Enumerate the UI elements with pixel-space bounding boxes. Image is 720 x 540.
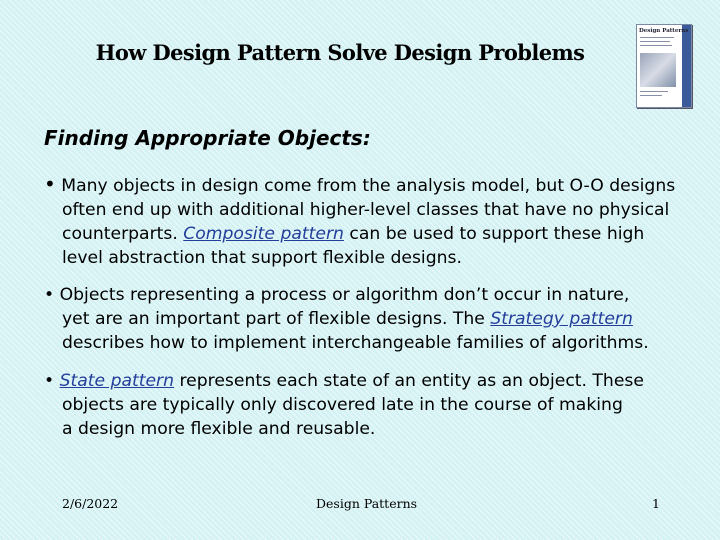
text-line: Objects representing a process or algorithm don’t occur in nature,	[59, 285, 630, 305]
text-segment: can be used to support these high	[343, 224, 645, 244]
text-line	[44, 307, 704, 331]
page-number: 1	[652, 496, 660, 511]
bullet-icon: •	[44, 371, 55, 391]
book-cover-line	[640, 45, 672, 46]
book-spine	[682, 25, 691, 107]
strategy-pattern-link[interactable]: Strategy pattern	[490, 309, 633, 329]
footer-title: Design Patterns	[316, 496, 418, 511]
text-line: a design more flexible and reusable.	[62, 419, 376, 439]
text-line: describes how to implement interchangeable families of algorithms.	[62, 333, 649, 353]
text-line: often end up with additional higher-level classes that have no physical	[62, 200, 670, 220]
text-segment: represents each state of an entity as an object. These	[174, 371, 644, 391]
bullet-icon: •	[44, 172, 56, 196]
book-cover-line	[640, 91, 668, 92]
composite-pattern-link[interactable]: Composite pattern	[183, 224, 344, 244]
text-line: objects are typically only discovered late in the course of making	[62, 395, 623, 415]
text-segment: yet are an important part of flexible designs. The	[62, 309, 491, 329]
subheading: Finding Appropriate Objects:	[44, 126, 371, 150]
text-line	[44, 283, 704, 307]
state-pattern-link[interactable]: State pattern	[59, 371, 175, 391]
bullet-paragraph	[44, 283, 704, 355]
bullet-icon: •	[44, 285, 55, 305]
book-cover-title: Design Patterns	[639, 28, 689, 34]
book-cover-line	[640, 41, 670, 42]
bullet-paragraph	[44, 369, 704, 441]
text-line: level abstraction that support flexible designs.	[62, 248, 462, 268]
bullet-paragraph	[44, 172, 704, 270]
book-cover-icon	[636, 24, 692, 108]
text-line	[44, 222, 704, 246]
book-cover-image	[640, 53, 676, 87]
book-cover-line	[640, 37, 674, 38]
text-line: Many objects in design come from the analysis model, but O-O designs	[61, 176, 676, 196]
book-cover-line	[640, 95, 662, 96]
text-segment: counterparts.	[62, 224, 184, 244]
text-line	[44, 369, 704, 393]
footer-date: 2/6/2022	[62, 496, 119, 511]
slide-title: How Design Pattern Solve Design Problems	[95, 40, 585, 65]
text-line	[44, 172, 704, 198]
